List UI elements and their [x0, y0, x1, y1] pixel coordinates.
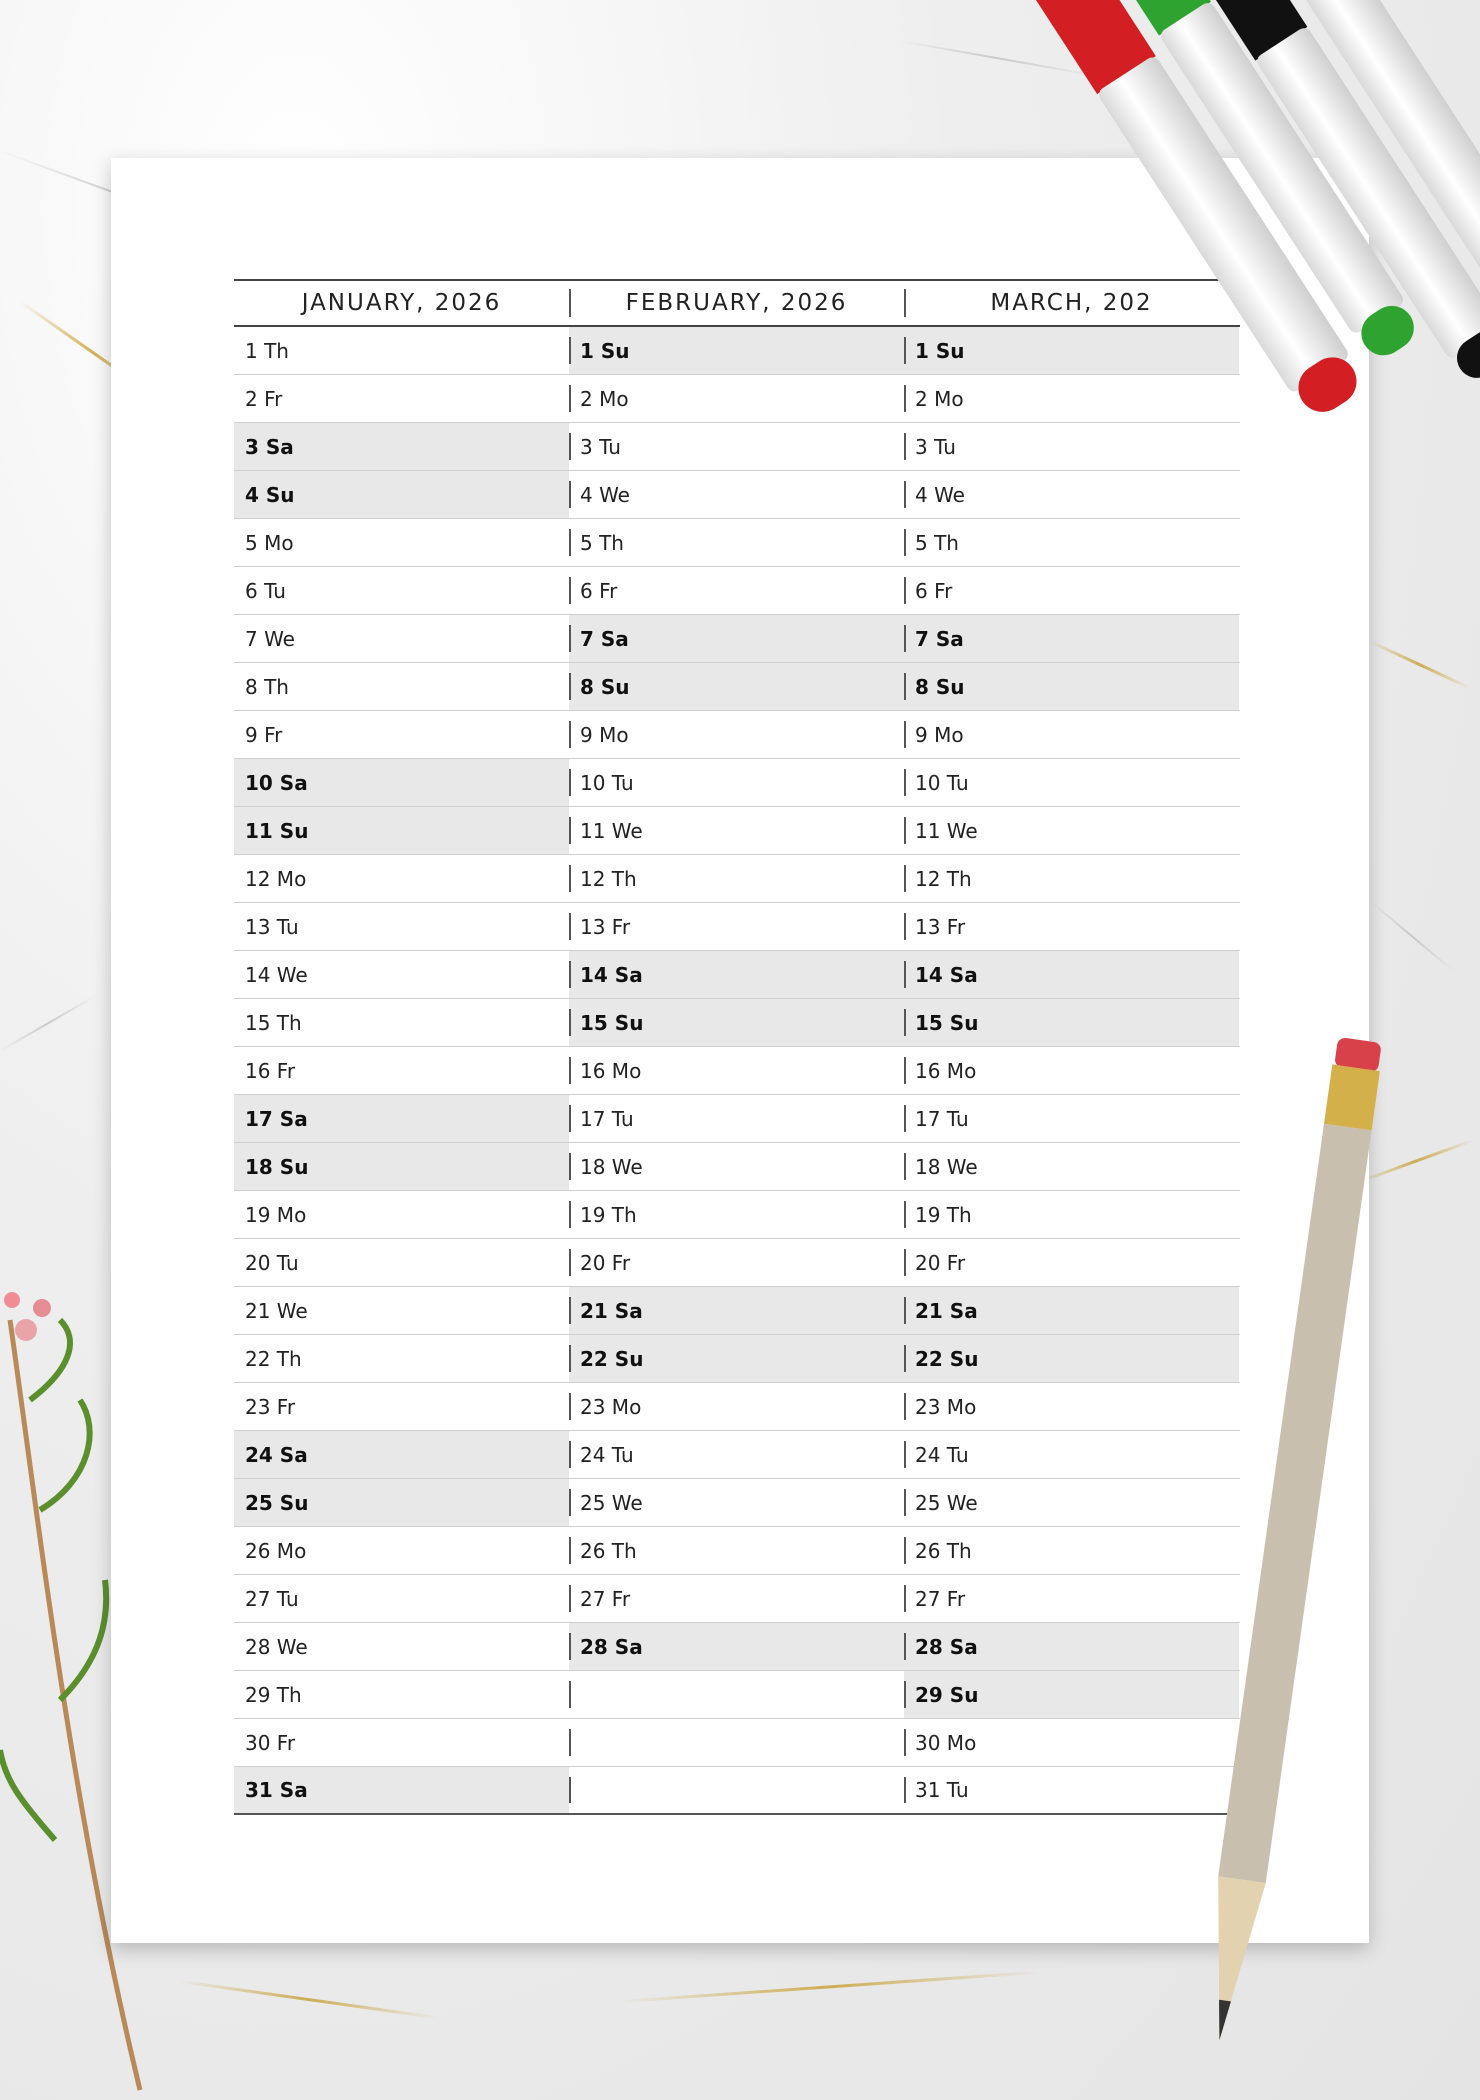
day-cell: 7 We	[245, 626, 295, 651]
day-cell: 29 Th	[245, 1682, 302, 1707]
day-row	[234, 1431, 1240, 1479]
day-cell: 26 Th	[569, 1527, 904, 1574]
pencil-decoration	[1170, 1020, 1400, 2100]
day-cell: 3 Tu	[569, 423, 904, 470]
day-cell: 10 Tu	[569, 759, 904, 806]
marble-vein	[180, 1980, 438, 2019]
day-cell: 17 Tu	[904, 1095, 1239, 1142]
day-cell: 23 Fr	[245, 1394, 296, 1419]
month-header: FEBRUARY, 2026	[569, 281, 904, 325]
month-header: MARCH, 202	[904, 281, 1239, 325]
day-cell: 27 Tu	[245, 1586, 299, 1611]
day-row	[234, 1527, 1240, 1575]
weekend-day-cell: 22 Su	[904, 1335, 1239, 1382]
marble-vein	[1369, 640, 1470, 689]
day-cell: 25 We	[904, 1479, 1239, 1526]
day-cell: 28 We	[245, 1634, 308, 1659]
marble-vein	[0, 995, 96, 1052]
day-cell: 20 Tu	[245, 1250, 299, 1275]
day-cell: 8 Th	[245, 674, 289, 699]
weekend-day-cell: 8 Su	[904, 663, 1239, 710]
day-cell: 6 Fr	[569, 567, 904, 614]
day-row	[234, 567, 1240, 615]
day-cell: 4 We	[569, 471, 904, 518]
day-cell: 11 We	[904, 807, 1239, 854]
day-cell: 24 Tu	[904, 1431, 1239, 1478]
weekend-day-cell: 3 Sa	[234, 423, 569, 470]
day-row	[234, 1335, 1240, 1383]
weekend-day-cell: 10 Sa	[234, 759, 569, 806]
day-row	[234, 1383, 1240, 1431]
day-cell: 16 Mo	[904, 1047, 1239, 1094]
day-cell: 18 We	[569, 1143, 904, 1190]
day-cell: 12 Mo	[245, 866, 307, 891]
day-cell: 9 Mo	[569, 711, 904, 758]
day-cell: 21 We	[245, 1298, 308, 1323]
day-row	[234, 1767, 1240, 1815]
weekend-day-cell: 18 Su	[234, 1143, 569, 1190]
day-cell: 22 Th	[245, 1346, 302, 1371]
day-cell: 20 Fr	[904, 1239, 1239, 1286]
day-cell: 19 Th	[904, 1191, 1239, 1238]
day-cell: 26 Th	[904, 1527, 1239, 1574]
day-cell	[569, 1767, 904, 1813]
day-row	[234, 1191, 1240, 1239]
day-cell: 12 Th	[904, 855, 1239, 902]
day-cell: 13 Fr	[569, 903, 904, 950]
day-cell: 5 Th	[904, 519, 1239, 566]
weekend-day-cell: 14 Sa	[569, 951, 904, 998]
day-cell: 6 Tu	[245, 578, 286, 603]
marble-vein	[1369, 900, 1455, 972]
weekend-day-cell: 21 Sa	[904, 1287, 1239, 1334]
weekend-day-cell: 7 Sa	[904, 615, 1239, 662]
day-row	[234, 1479, 1240, 1527]
weekend-day-cell: 11 Su	[234, 807, 569, 854]
day-cell: 25 We	[569, 1479, 904, 1526]
day-row	[234, 1623, 1240, 1671]
day-cell: 24 Tu	[569, 1431, 904, 1478]
day-row	[234, 1047, 1240, 1095]
day-row	[234, 999, 1240, 1047]
day-cell: 31 Tu	[904, 1767, 1239, 1813]
day-cell: 11 We	[569, 807, 904, 854]
day-cell: 5 Th	[569, 519, 904, 566]
weekend-day-cell: 28 Sa	[569, 1623, 904, 1670]
weekend-day-cell: 24 Sa	[234, 1431, 569, 1478]
day-cell: 17 Tu	[569, 1095, 904, 1142]
day-cell: 30 Mo	[904, 1719, 1239, 1766]
day-cell: 3 Tu	[904, 423, 1239, 470]
day-row	[234, 1095, 1240, 1143]
day-cell: 9 Fr	[245, 722, 283, 747]
month-header: JANUARY, 2026	[301, 290, 502, 316]
day-cell: 2 Mo	[569, 375, 904, 422]
day-cell: 20 Fr	[569, 1239, 904, 1286]
day-cell: 9 Mo	[904, 711, 1239, 758]
weekend-day-cell: 15 Su	[569, 999, 904, 1046]
day-row	[234, 759, 1240, 807]
day-cell: 13 Fr	[904, 903, 1239, 950]
day-cell: 30 Fr	[245, 1730, 296, 1755]
day-cell: 27 Fr	[904, 1575, 1239, 1622]
weekend-day-cell: 17 Sa	[234, 1095, 569, 1142]
weekend-day-cell: 8 Su	[569, 663, 904, 710]
weekend-day-cell: 25 Su	[234, 1479, 569, 1526]
day-row	[234, 1143, 1240, 1191]
weekend-day-cell: 1 Su	[904, 327, 1239, 374]
day-cell: 16 Mo	[569, 1047, 904, 1094]
day-cell: 5 Mo	[245, 530, 294, 555]
marker-pens-decoration	[860, 0, 1480, 560]
day-row	[234, 903, 1240, 951]
day-row	[234, 951, 1240, 999]
day-cell: 14 We	[245, 962, 308, 987]
day-cell: 1 Th	[245, 338, 289, 363]
day-row	[234, 1575, 1240, 1623]
marble-vein	[620, 1971, 1039, 2003]
day-cell: 23 Mo	[569, 1383, 904, 1430]
day-row	[234, 1287, 1240, 1335]
day-cell: 2 Mo	[904, 375, 1239, 422]
day-row	[234, 1671, 1240, 1719]
day-row	[234, 807, 1240, 855]
weekend-day-cell: 31 Sa	[234, 1767, 569, 1813]
day-cell: 23 Mo	[904, 1383, 1239, 1430]
day-cell: 19 Th	[569, 1191, 904, 1238]
weekend-day-cell: 1 Su	[569, 327, 904, 374]
day-row	[234, 663, 1240, 711]
weekend-day-cell: 28 Sa	[904, 1623, 1239, 1670]
weekend-day-cell: 21 Sa	[569, 1287, 904, 1334]
day-cell: 12 Th	[569, 855, 904, 902]
weekend-day-cell: 15 Su	[904, 999, 1239, 1046]
day-cell	[569, 1671, 904, 1718]
day-row	[234, 615, 1240, 663]
day-cell: 2 Fr	[245, 386, 283, 411]
day-cell: 18 We	[904, 1143, 1239, 1190]
weekend-day-cell: 22 Su	[569, 1335, 904, 1382]
day-cell: 6 Fr	[904, 567, 1239, 614]
day-cell: 16 Fr	[245, 1058, 296, 1083]
day-cell: 4 We	[904, 471, 1239, 518]
day-row	[234, 1719, 1240, 1767]
day-row	[234, 711, 1240, 759]
day-row	[234, 1239, 1240, 1287]
day-cell	[569, 1719, 904, 1766]
day-cell: 19 Mo	[245, 1202, 307, 1227]
day-cell: 26 Mo	[245, 1538, 307, 1563]
day-cell: 27 Fr	[569, 1575, 904, 1622]
day-cell: 13 Tu	[245, 914, 299, 939]
day-cell: 10 Tu	[904, 759, 1239, 806]
day-cell: 15 Th	[245, 1010, 302, 1035]
weekend-day-cell: 4 Su	[234, 471, 569, 518]
weekend-day-cell: 29 Su	[904, 1671, 1239, 1718]
weekend-day-cell: 14 Sa	[904, 951, 1239, 998]
weekend-day-cell: 7 Sa	[569, 615, 904, 662]
day-row	[234, 855, 1240, 903]
